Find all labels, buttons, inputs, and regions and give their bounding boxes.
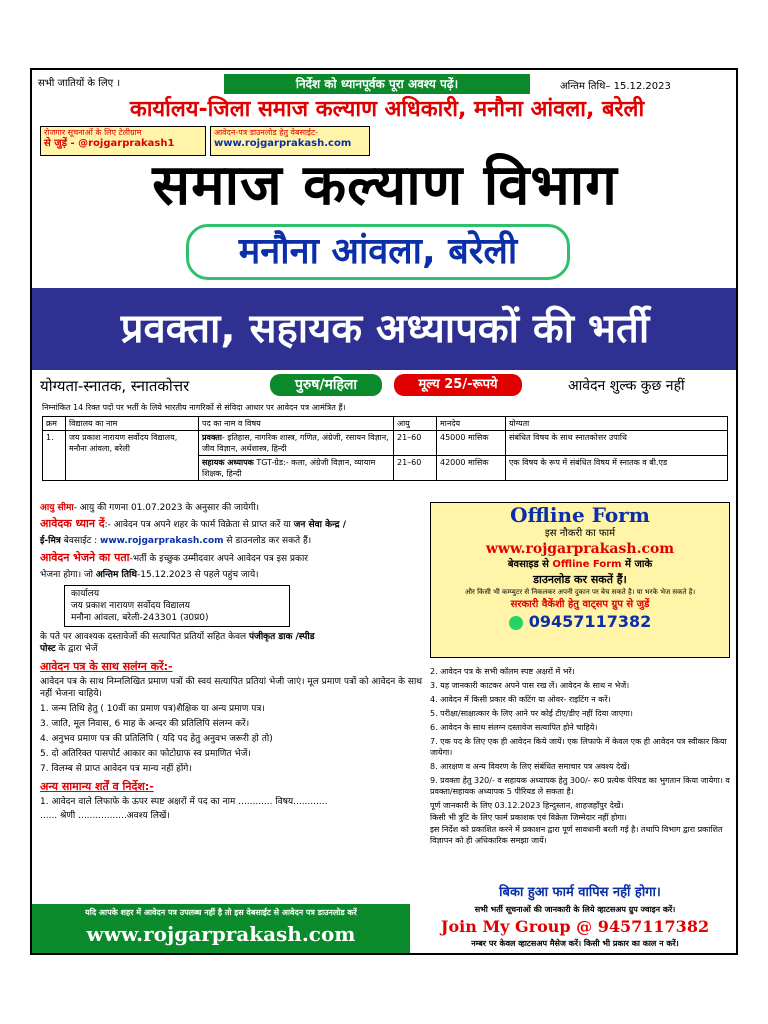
cell-school: जय प्रकाश नारायण सर्वोदय विद्यालय, मनौना आंवला, बरेली (66, 431, 199, 481)
attach-intro: आवेदन पत्र के साथ निम्नलिखित प्रमाण पत्रों की स्वयं सत्यापित प्रतियां भेजी जाएं। मूल प्रमाण पत्रों को आवेदन के साथ नहीं भेजना चाहिये। (40, 677, 423, 699)
telegram-line1: रोजगार सूचनाओं के लिए टेलीग्राम (44, 128, 142, 137)
post-label: प्रवक्ता (202, 433, 222, 442)
location-box (186, 224, 570, 280)
right-item: 6. आवेदन के साथ संलग्न दस्तावेज सत्यापित होने चाहिये। (430, 723, 598, 732)
address-line: कार्यालय (71, 589, 100, 599)
cell-post (199, 456, 394, 481)
table-header: योग्यता (506, 417, 728, 431)
recruitment-title: प्रवक्ता, सहायक अध्यापकों की भर्ती (120, 306, 650, 352)
dept-title: समाज कल्याण विभाग (152, 153, 618, 218)
right-item: 5. परीक्षा/साक्षात्कार के लिए आने पर कोई टीए/डीए नहीं दिया जाएगा। (430, 709, 633, 718)
right-item: 7. एक पद के लिए एक ही आवेदन किये जायें। एक लिफाफे में केवल एक ही आवेदन पत्र स्वीकार किया जायेगा। (430, 737, 727, 757)
qualification-text: योग्यता-स्नातक, स्नातकोत्तर (40, 377, 190, 395)
emitra-url[interactable]: www.rojgarprakash.com (100, 536, 224, 546)
address-line: मनौना आंवला, बरेली-243301 (उ0प्र0) (71, 613, 209, 623)
office-line: कार्यालय-जिला समाज कल्याण अधिकारी, मनौना आंवला, बरेली (129, 97, 645, 122)
emitra-text: बेवसाईट : (63, 536, 98, 546)
fee-text: आवेदन शुल्क कुछ नहीं (568, 378, 685, 394)
offline-line3: डाउनलोड कर सकतें हैं। (533, 573, 627, 586)
table-header: आयु (394, 417, 437, 431)
whatsapp-number[interactable] (431, 612, 729, 632)
telegram-line2: से जुड़ें - @rojgarprakash1 (44, 138, 175, 149)
post-line (40, 631, 428, 655)
join-group[interactable]: Join My Group @ 9457117382 (440, 917, 710, 936)
other-line: 1. आवेदन वाले लिफाफे के ऊपर स्पष्ट अक्षरों में पद का नाम ............ विषय............ (40, 797, 328, 807)
post-text-3: के द्वारा भेजें (58, 644, 98, 654)
location-text: मनौना आंवला, बरेली (238, 231, 518, 272)
age-text: - आयु की गणना 01.07.2023 के अनुसार की जायेगी। (73, 503, 260, 513)
attach-item: 7. विलम्ब से प्राप्त आवेदन पत्र मान्य नहीं होंगे। (40, 764, 192, 774)
offline-title: Offline Form (510, 503, 650, 527)
offline-line4: और किसी भी कम्प्युटर से निकलकर अपनी दुकान पर बेच सकते है। या भरके भेज सकते है। (464, 588, 696, 596)
right-item: 9. प्रवक्ता हेतु 320/- व सहायक अध्यापक हेतु 300/- रू0 प्रत्येक पेरियड का भुगतान किया जायेगा। व प्रवक्ता/सहायक अध्यापक 5 पीरियड ले सकता है। (430, 776, 730, 796)
address-line: जय प्रकाश नारायण सर्वोदय विद्यालय (71, 601, 190, 611)
table-header: क्रम (43, 417, 66, 431)
bottom-right-line1: सभी भर्ती सूचनाओं की जानकारी के लिये व्हाटसअप ग्रुप ज्वाइन करें। (474, 905, 676, 914)
bottom-left-line: यदि आपके शहर में आवेदन पत्र उपलब्ध नहीं है तो इस वेबसाईट से आवेदन पत्र डाउनलोड करें (85, 908, 357, 917)
post-bold: पंजीकृत डाक /स्पीड (249, 632, 315, 642)
intro-text: निम्नांकित 14 रिक्त पदों पर भर्ती के लिये भारतीय नागरिकों से संविदा आधार पर आवेदन पत्र आमंत्रित हैं। (42, 403, 346, 412)
table-header: पद का नाम व विषय (199, 417, 394, 431)
age-label: आयु सीमा (40, 503, 74, 513)
website-line1: आवेदन-पत्र डाउनलोड हेतु वेबसाईट- (214, 128, 318, 137)
right-item: पूर्ण जानकारी के लिए 03.12.2023 हिन्दुस्तान, शाहजहाँपुर देखें। (430, 801, 624, 810)
offline-url[interactable]: www.rojgarprakash.com (485, 541, 675, 557)
offline-line2a: बेवसाइड से (507, 559, 549, 570)
website-line2[interactable]: www.rojgarprakash.com (214, 138, 352, 149)
right-item: 2. आवेदन पत्र के सभी कॉलम स्पष्ट अक्षरों में भरें। (430, 667, 575, 676)
offline-line2 (431, 558, 729, 572)
cell-salary: 45000 मासिक (437, 431, 506, 456)
post-text-2: पोस्ट (40, 644, 56, 654)
other-heading: अन्य सामान्य शर्तें व निर्देश:- (40, 780, 154, 793)
cell-age: 21–60 (394, 456, 437, 481)
post-label: सहायक अध्यापक (202, 458, 254, 467)
offline-line1: इस नौकरी का फार्म (544, 528, 616, 539)
offline-line2c: में जाके (625, 559, 653, 570)
emitra-tail: से डाउनलोड कर सकते हैं। (226, 536, 312, 546)
bottom-right-line3: नम्बर पर केवल व्हाटसअप मैसेज करें। किसी भी प्रकार का काल न करें। (471, 939, 679, 948)
right-item: इस निर्देश को प्रकाशित करने में प्रकाशन द्वारा पूर्ण सावधानी बरती गई है। तथापि विभाग द्वारा प्रकाशित विज्ञापन को ही अधिकारिक समझा जायें। (430, 825, 723, 845)
right-instructions (430, 666, 732, 846)
table-row (43, 431, 728, 456)
attach-item: 4. अनुभव प्रमाण पत्र की प्रतिलिपि ( यदि पद हेतु अनुवभ जरूरी हो तो) (40, 734, 273, 744)
attention-text: :- आवेदन पत्र अपने शहर के फार्म विक्रेता से प्राप्त करें या (104, 520, 291, 530)
cell-post (199, 431, 394, 456)
cell-sn: 1. (43, 431, 66, 481)
attach-item: 3. जाति, मूल निवास, 6 माह के अन्दर की प्रतिलिपि संलग्न करें। (40, 719, 250, 729)
cell-qual: एक विषय के रूप में संबंधित विषय में स्नातक व बी.एड (506, 456, 728, 481)
send-text: -भर्ती के इच्छुक उम्मीदवार अपने आवेदन पत्र इस प्रकार (129, 554, 308, 564)
table-header: मानदेय (437, 417, 506, 431)
whatsapp-icon (509, 616, 523, 630)
gender-badge: पुरुष/महिला (270, 374, 382, 396)
recruitment-banner (32, 288, 738, 370)
post-subjects: - इतिहास, नागरिक शास्त्र, गणित, अंग्रेजी, रसायन विज्ञान, जीव विज्ञान, अर्थशास्त्र, हिन्दी (202, 433, 389, 453)
send-text-2: भेजना होगा। जो (40, 570, 93, 580)
send-text-3: -15.12.2023 से पहले पहुंच जाये। (137, 570, 259, 580)
bottom-left-url[interactable]: www.rojgarprakash.com (86, 922, 356, 946)
other-line: ...... श्रेणी .................अवश्य लिखें। (40, 811, 170, 821)
left-column (40, 502, 428, 822)
offline-form-box (430, 502, 730, 658)
offline-line2b: Offline Form (552, 559, 622, 570)
cell-qual: संबंधित विषय के साथ स्नातकोत्तर उपाधि (506, 431, 728, 456)
attention-label: आवेदक ध्यान दें (40, 517, 105, 530)
send-line-2 (40, 569, 428, 581)
bottom-left-banner (32, 904, 410, 955)
age-limit (40, 502, 428, 514)
attach-heading: आवेदन पत्र के साथ सलंग्न करें:- (40, 660, 173, 673)
jobs-table (42, 416, 728, 481)
advertisement-page (30, 68, 738, 955)
right-item: 3. यह जानकारी काटकर अपने पास रख लें। आवेदन के साथ न भेजें। (430, 681, 630, 690)
attach-item: 1. जन्म तिथि हेतु ( 10वीं का प्रमाण पत्र)शैक्षिक या अन्य प्रमाण पत्र। (40, 704, 265, 714)
price-badge: मूल्य 25/-रूपये (394, 374, 522, 396)
instruction-banner: निर्देश को ध्यानपूर्वक पूरा अवश्य पढ़ें। (224, 74, 530, 94)
address-box (64, 585, 290, 627)
post-text-1: के पते पर आवश्यक दस्तावेजों की सत्यापित प्रतियों सहित केवल (40, 632, 247, 642)
emitra-line (40, 535, 428, 547)
post-subjects: TGT-ग्रेड:- कला, अंग्रेजी विज्ञान, व्यायाम शिक्षक, हिन्दी (202, 458, 376, 478)
phone-text: 09457117382 (528, 612, 652, 631)
cell-salary: 42000 मासिक (437, 456, 506, 481)
send-label: आवेदन भेजने का पता (40, 551, 130, 564)
table-header-row (43, 417, 728, 431)
attention-line (40, 518, 428, 531)
right-item: 8. आरक्षण व अन्य विवरण के लिए संबंधित समाचार पत्र अवश्य देखें। (430, 762, 630, 771)
send-line (40, 552, 428, 565)
right-item: किसी भी त्रुटि के लिए फार्म प्रकाशक एवं विक्रेता जिम्मेदार नहीं होगा। (430, 813, 627, 822)
attach-item: 5. दो अतिरिक्त पासपोर्ट आकार का फोटोग्राफ स्व प्रमाणित भेजें। (40, 749, 251, 759)
table-header: विद्यालय का नाम (66, 417, 199, 431)
jan-seva: जन सेवा केन्द्र / (293, 520, 346, 530)
emitra-label: ई-मित्र (40, 536, 61, 546)
offline-line5: सरकारी वैकेंशी हेतु वाट्सप ग्रुप से जुडें (510, 599, 650, 610)
sold-form-note: बिका हुआ फार्म वापिस नहीं होगा। (499, 885, 661, 900)
right-item: 4. आवेदन में किसी प्रकार की कटिंग या ओवर- राइटिंग न करें। (430, 695, 611, 704)
send-last-date: अन्तिम तिथि (95, 570, 138, 580)
all-castes-text: सभी जातियों के लिए । (38, 78, 121, 89)
bottom-right-block (414, 904, 736, 955)
last-date-text: अन्तिम तिथि– 15.12.2023 (560, 81, 671, 92)
cell-age: 21–60 (394, 431, 437, 456)
